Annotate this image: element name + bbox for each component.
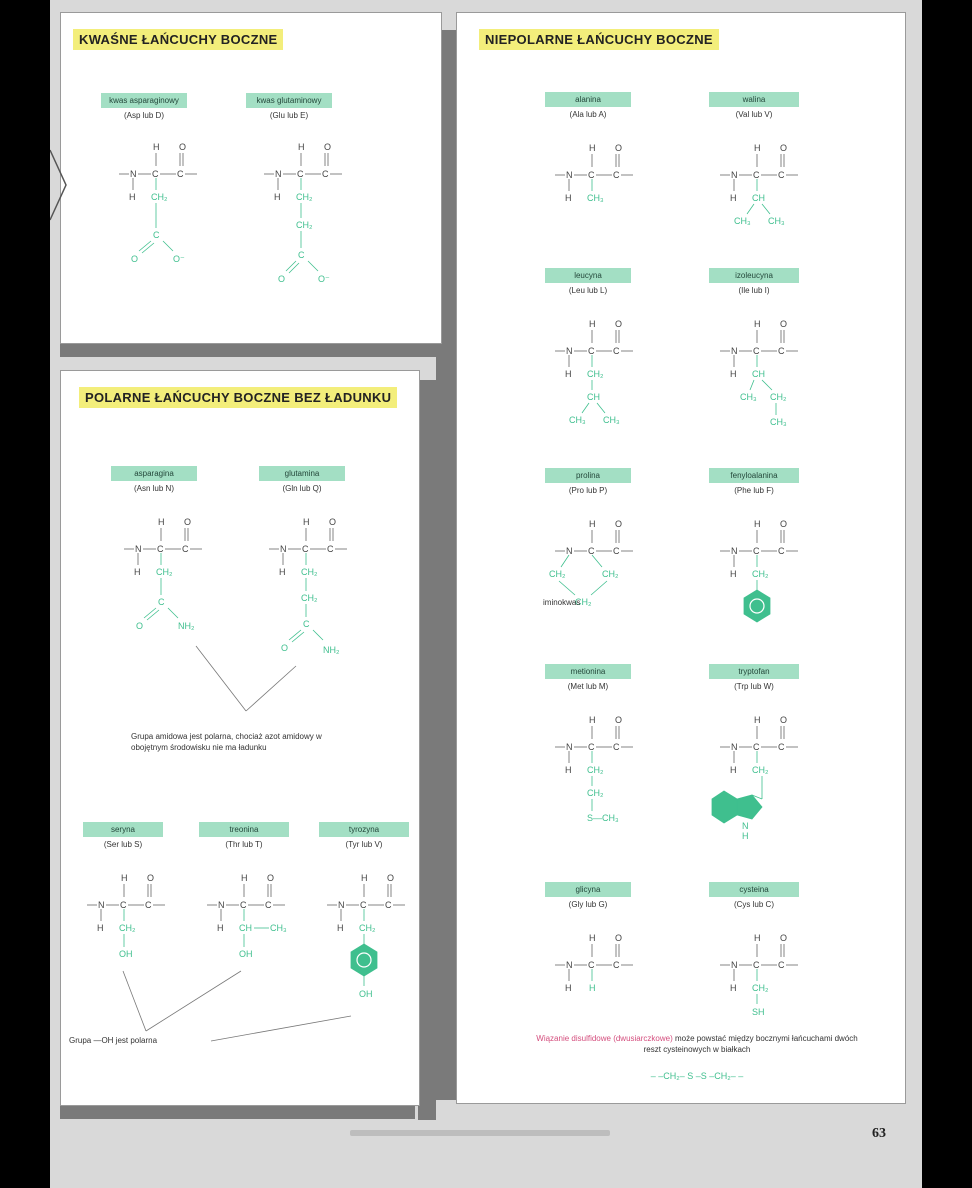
atom: C [145, 900, 152, 910]
atom: C [302, 544, 309, 554]
atom: C [778, 170, 785, 180]
amino-acid-abbr: (Thr lub T) [225, 840, 263, 849]
structure-pro [547, 515, 667, 625]
atom: N [731, 346, 738, 356]
atom: O [780, 715, 788, 725]
atom: H [754, 519, 761, 529]
amino-acid-thr [199, 819, 289, 849]
structure-met [547, 711, 667, 841]
amino-acid-name: kwas glutaminowy [246, 93, 332, 108]
atom: C [588, 170, 595, 180]
atom: H [589, 519, 596, 529]
amino-acid-abbr: (Asn lub N) [133, 484, 174, 493]
atom: N [218, 900, 225, 910]
atom: C [753, 960, 760, 970]
atom: CH₂ [296, 192, 313, 202]
atom: N [566, 170, 573, 180]
acidic-heading: KWAŚNE ŁAŃCUCHY BOCZNE [73, 29, 283, 50]
atom: H [730, 193, 737, 203]
atom: O [281, 643, 289, 653]
amino-acid-name: asparagina [111, 466, 197, 481]
atom: O [387, 873, 395, 883]
amino-acid-asp [101, 90, 187, 120]
amino-acid-abbr: (Cys lub C) [733, 900, 774, 909]
amino-acid-name: kwas asparaginowy [101, 93, 187, 108]
amino-acid-abbr: (Phe lub F) [734, 486, 774, 495]
amino-acid-name: tyrozyna [319, 822, 409, 837]
atom: CH₃ [768, 216, 785, 226]
atom: CH [239, 923, 252, 933]
atom: H [158, 517, 165, 527]
amino-acid-name: alanina [545, 92, 631, 107]
atom: H [361, 873, 368, 883]
disulfide-note [527, 1033, 867, 1055]
disulfide-highlight: Wiązanie disulfidowe (dwusiarczkowe) [536, 1034, 673, 1043]
atom: O⁻ [173, 254, 185, 264]
atom: H [754, 143, 761, 153]
atom: C [157, 544, 164, 554]
atom: H [565, 369, 572, 379]
atom: CH₂ [770, 392, 787, 402]
atom: CH₃ [569, 415, 586, 425]
atom: C [265, 900, 272, 910]
amino-acid-abbr: (Trp lub W) [734, 682, 774, 691]
atom: S—CH₃ [587, 813, 619, 823]
atom: CH₂ [602, 569, 619, 579]
atom: O [615, 519, 623, 529]
atom: CH₃ [270, 923, 287, 933]
atom: C [327, 544, 334, 554]
amino-acid-abbr: (Ser lub S) [103, 840, 143, 849]
atom: C [240, 900, 247, 910]
atom: CH₂ [151, 192, 168, 202]
atom: CH₃ [740, 392, 757, 402]
atom: C [158, 597, 165, 607]
structure-asp [111, 138, 231, 288]
atom: O [179, 142, 187, 152]
atom: C [778, 742, 785, 752]
panel-shadow-acidic [60, 342, 450, 357]
atom: H [217, 923, 224, 933]
amino-acid-trp [709, 661, 799, 691]
atom: C [177, 169, 184, 179]
atom: SH [752, 1007, 765, 1017]
amino-acid-abbr: (Leu lub L) [568, 286, 608, 295]
atom: H [730, 369, 737, 379]
atom: N [566, 960, 573, 970]
book-page [50, 0, 922, 1188]
amino-acid-ile [709, 265, 799, 295]
atom: CH₂ [359, 923, 376, 933]
atom: H [274, 192, 281, 202]
amino-acid-ser [83, 819, 163, 849]
atom: H [742, 831, 749, 841]
atom: C [613, 742, 620, 752]
atom: C [778, 546, 785, 556]
atom: OH [119, 949, 133, 959]
amino-acid-gly [545, 879, 631, 909]
atom: C [182, 544, 189, 554]
atom: CH₂ [301, 567, 318, 577]
atom: N [731, 960, 738, 970]
structure-val [712, 139, 822, 239]
amino-acid-name: cysteina [709, 882, 799, 897]
atom: C [778, 960, 785, 970]
atom: C [152, 169, 159, 179]
nonpolar-heading: NIEPOLARNE ŁAŃCUCHY BOCZNE [479, 29, 719, 50]
atom: N [731, 742, 738, 752]
atom: H [565, 193, 572, 203]
atom: C [303, 619, 310, 629]
atom: H [153, 142, 160, 152]
amino-acid-name: glutamina [259, 466, 345, 481]
structure-phe [712, 515, 822, 635]
amino-acid-cys [709, 879, 799, 909]
atom: CH₂ [575, 597, 592, 607]
atom: NH₂ [323, 645, 340, 655]
atom: C [298, 250, 305, 260]
amino-acid-name: treonina [199, 822, 289, 837]
atom: O [780, 933, 788, 943]
atom: H [241, 873, 248, 883]
atom: C [613, 170, 620, 180]
atom: N [731, 170, 738, 180]
atom: C [588, 960, 595, 970]
structure-ile [712, 315, 822, 445]
atom: CH₂ [587, 788, 604, 798]
atom: H [121, 873, 128, 883]
atom: O [615, 715, 623, 725]
structure-glu [256, 138, 376, 298]
atom: CH₃ [734, 216, 751, 226]
atom: C [753, 742, 760, 752]
atom: O [324, 142, 332, 152]
atom: O [780, 519, 788, 529]
amino-acid-ala [545, 89, 631, 119]
atom: C [613, 546, 620, 556]
atom: O⁻ [318, 274, 330, 284]
amide-note: Grupa amidowa jest polarna, chociaż azot amidowy w obojętnym środowisku nie ma ładunku [131, 732, 322, 752]
disulfide-formula: – –CH₂– S –S –CH₂– – [650, 1071, 744, 1081]
atom: H [97, 923, 104, 933]
amino-acid-name: glicyna [545, 882, 631, 897]
atom: H [298, 142, 305, 152]
atom: CH₂ [301, 593, 318, 603]
atom: O [615, 319, 623, 329]
atom: O [780, 319, 788, 329]
atom: CH₂ [752, 983, 769, 993]
atom: H [754, 319, 761, 329]
structure-leu [547, 315, 657, 445]
amino-acid-abbr: (Ile lub I) [738, 286, 770, 295]
atom: H [589, 933, 596, 943]
atom: N [280, 544, 287, 554]
amino-acid-leu [545, 265, 631, 295]
atom: C [613, 346, 620, 356]
atom: H [730, 983, 737, 993]
atom: CH₂ [549, 569, 566, 579]
atom: C [297, 169, 304, 179]
atom: H [129, 192, 136, 202]
atom: OH [239, 949, 253, 959]
atom: N [98, 900, 105, 910]
amino-acid-abbr: (Gln lub Q) [282, 484, 322, 493]
amino-acid-abbr: (Val lub V) [735, 110, 773, 119]
atom: H [754, 933, 761, 943]
amino-acid-name: tryptofan [709, 664, 799, 679]
chevron-arrow-icon [50, 150, 70, 220]
atom: O [615, 143, 623, 153]
atom: O [131, 254, 139, 264]
atom: CH [752, 369, 765, 379]
structure-tyr [319, 869, 419, 1009]
atom: CH₂ [119, 923, 136, 933]
amino-acid-name: walina [709, 92, 799, 107]
atom: CH₂ [587, 765, 604, 775]
atom: H [565, 983, 572, 993]
atom: NH₂ [178, 621, 195, 631]
atom: C [588, 742, 595, 752]
atom: CH₃ [587, 193, 604, 203]
atom: C [588, 546, 595, 556]
atom: CH [587, 392, 600, 402]
atom: C [385, 900, 392, 910]
atom: H [303, 517, 310, 527]
atom: O [267, 873, 275, 883]
atom: CH₂ [752, 765, 769, 775]
amino-acid-phe [709, 465, 799, 495]
amino-acid-abbr: (Gly lub G) [568, 900, 608, 909]
amino-acid-name: metionina [545, 664, 631, 679]
atom: C [613, 960, 620, 970]
atom: H [730, 765, 737, 775]
structure-cys [712, 929, 812, 1029]
amino-acid-met [545, 661, 631, 691]
acidic-panel [60, 12, 442, 344]
polar-heading: POLARNE ŁAŃCUCHY BOCZNE BEZ ŁADUNKU [79, 387, 397, 408]
atom: N [130, 169, 137, 179]
atom: O [329, 517, 337, 527]
amino-acid-val [709, 89, 799, 119]
amino-acid-name: izoleucyna [709, 268, 799, 283]
atom: C [753, 546, 760, 556]
atom: CH₃ [770, 417, 787, 427]
atom: N [338, 900, 345, 910]
structure-trp [712, 711, 832, 851]
atom: CH₂ [156, 567, 173, 577]
atom: H [589, 983, 596, 993]
atom: N [731, 546, 738, 556]
nonpolar-panel [456, 12, 906, 1104]
atom: C [120, 900, 127, 910]
atom: C [153, 230, 160, 240]
atom: C [588, 346, 595, 356]
atom: CH₂ [752, 569, 769, 579]
structure-thr [199, 869, 309, 969]
panel-shadow-polar [60, 1104, 415, 1119]
structure-ala [547, 139, 647, 219]
atom: H [337, 923, 344, 933]
atom: CH₂ [587, 369, 604, 379]
amino-acid-abbr: (Met lub M) [567, 682, 609, 691]
page-number: 63 [872, 1126, 886, 1141]
polar-panel [60, 370, 420, 1106]
amino-acid-abbr: (Pro lub P) [568, 486, 608, 495]
atom: N [566, 742, 573, 752]
atom: C [360, 900, 367, 910]
atom: N [135, 544, 142, 554]
structure-gly [547, 929, 647, 1009]
atom: C [753, 170, 760, 180]
amino-acid-name: fenyloalanina [709, 468, 799, 483]
atom: H [730, 569, 737, 579]
atom: N [275, 169, 282, 179]
atom: O [184, 517, 192, 527]
amino-acid-abbr: (Asp lub D) [123, 111, 164, 120]
atom: N [566, 346, 573, 356]
imino-label: iminokwas [543, 598, 581, 607]
atom: N [742, 821, 749, 831]
atom: C [322, 169, 329, 179]
atom: CH₃ [603, 415, 620, 425]
amino-acid-name: leucyna [545, 268, 631, 283]
oh-note: Grupa —OH jest polarna [69, 1036, 158, 1045]
disulfide-rest: może powstać między bocznymi łańcuchami dwóch reszt cysteinowych w białkach [643, 1034, 858, 1054]
atom: O [278, 274, 286, 284]
atom: N [566, 546, 573, 556]
structure-ser [79, 869, 179, 969]
amino-acid-abbr: (Glu lub E) [269, 111, 309, 120]
amino-acid-name: prolina [545, 468, 631, 483]
atom: H [589, 319, 596, 329]
atom: OH [359, 989, 373, 999]
atom: C [753, 346, 760, 356]
amino-acid-abbr: (Tyr lub V) [345, 840, 383, 849]
atom: CH [752, 193, 765, 203]
atom: C [778, 346, 785, 356]
atom: O [147, 873, 155, 883]
panel-shadow-polar-right [418, 380, 436, 1120]
atom: CH₂ [296, 220, 313, 230]
amino-acid-glu [246, 90, 332, 120]
atom: H [279, 567, 286, 577]
atom: H [589, 715, 596, 725]
amino-acid-tyr [319, 819, 409, 849]
amino-acid-abbr: (Ala lub A) [569, 110, 607, 119]
atom: O [615, 933, 623, 943]
atom: H [134, 567, 141, 577]
atom: H [754, 715, 761, 725]
amino-acid-pro [545, 465, 631, 495]
atom: O [136, 621, 144, 631]
atom: O [780, 143, 788, 153]
atom: H [589, 143, 596, 153]
amino-acid-name: seryna [83, 822, 163, 837]
atom: H [565, 765, 572, 775]
